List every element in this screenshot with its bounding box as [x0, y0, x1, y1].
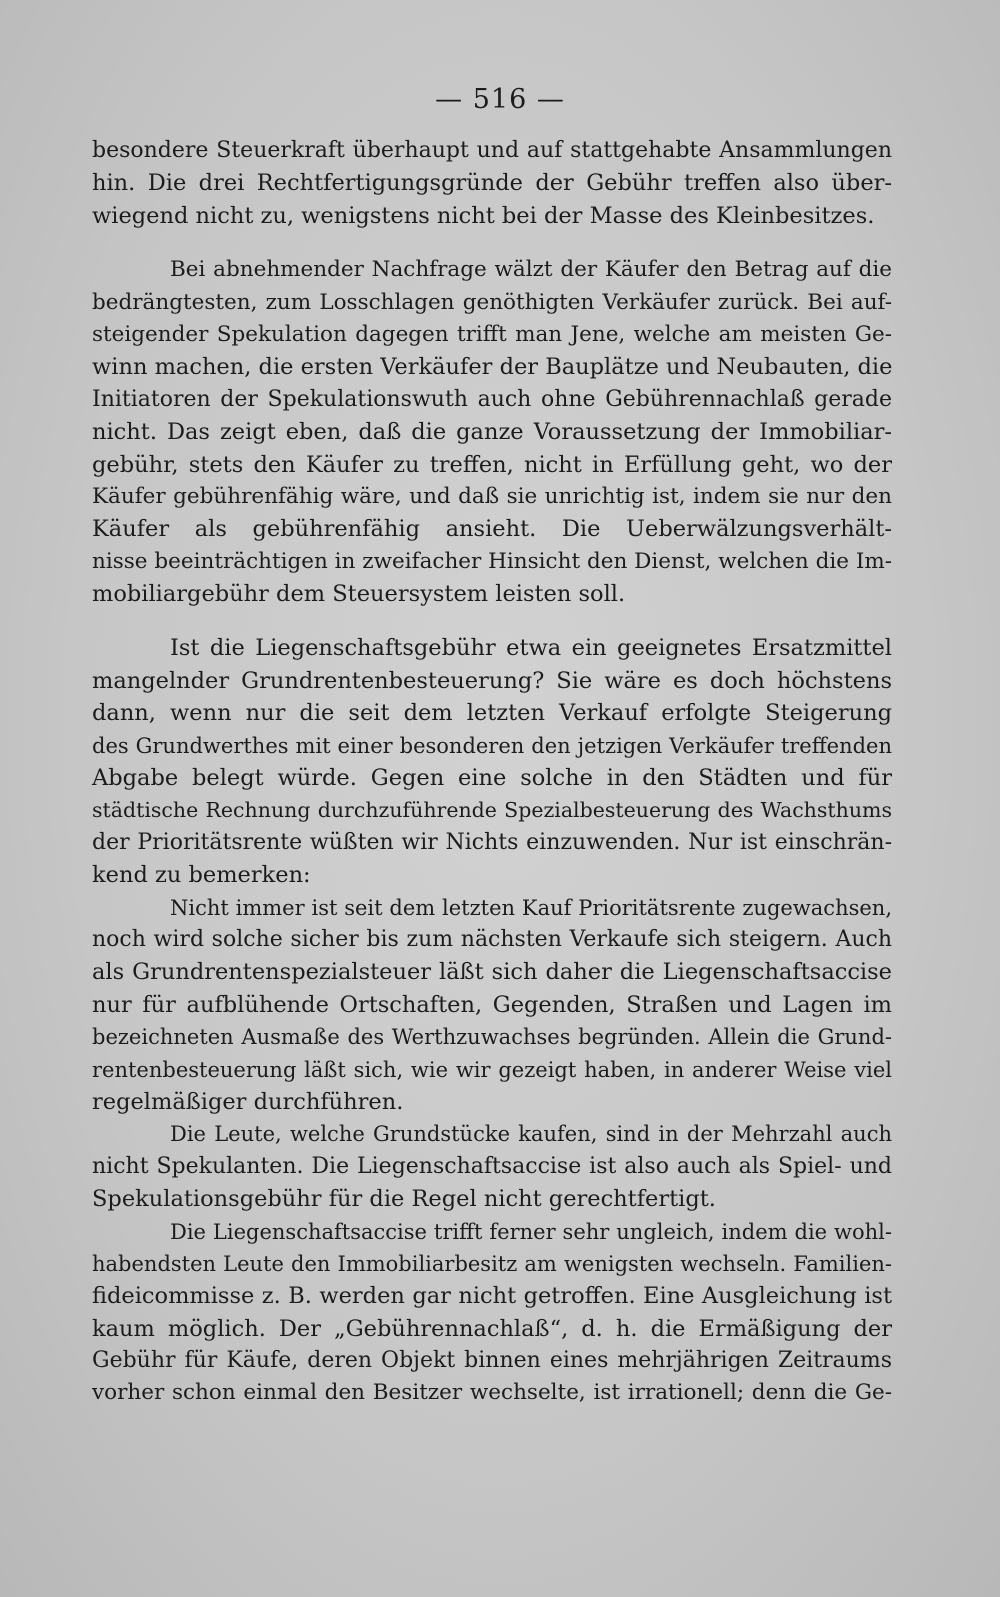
text-line: bezeichneten Ausmaße des Werthzuwachses begründen. Allein die Grund-	[92, 1025, 892, 1050]
text-line: nur für aufblühende Ortschaften, Gegenden, Straßen und Lagen im	[92, 991, 892, 1018]
text-line: regelmäßiger durchführen.	[92, 1088, 404, 1115]
text-line: besondere Steuerkraft überhaupt und auf stattgehabte Ansammlungen	[92, 138, 892, 163]
text-line: Abgabe belegt würde. Gegen eine solche in den Städten und für	[92, 765, 892, 792]
text-line: Bei abnehmender Nachfrage wälzt der Käufer den Betrag auf die	[170, 257, 892, 283]
text-line: dann, wenn nur die seit dem letzten Verkauf erfolgte Steigerung	[92, 700, 892, 727]
text-line: hin. Die drei Rechtfertigungsgründe der Gebühr treffen also über-	[92, 170, 892, 197]
text-line: mobiliargebühr dem Steuersystem leisten soll.	[92, 581, 626, 608]
text-line: des Grundwerthes mit einer besonderen den jetzigen Verkäufer treffenden	[92, 733, 892, 758]
text-line: Initiatoren der Spekulationswuth auch ohne Gebührennachlaß gerade	[92, 386, 892, 412]
text-line: Die Leute, welche Grundstücke kaufen, sind in der Mehrzahl auch	[170, 1122, 892, 1147]
text-line: als Grundrentenspezialsteuer läßt sich daher die Liegenschaftsaccise	[92, 959, 892, 986]
text-line: städtische Rechnung durchzuführende Spezialbesteuerung des Wachsthums	[92, 798, 892, 823]
text-line: Ist die Liegenschaftsgebühr etwa ein geeignetes Ersatzmittel	[170, 635, 892, 662]
text-line: Spekulationsgebühr für die Regel nicht gerechtfertigt.	[92, 1186, 716, 1213]
text-line: Käufer als gebührenfähig ansieht. Die Ueberwälzungsverhält-	[92, 516, 892, 543]
text-line: der Prioritätsrente wüßten wir Nichts einzuwenden. Nur ist einschrän-	[92, 829, 892, 855]
text-line: vorher schon einmal den Besitzer wechselte, ist irrationell; denn die Ge-	[92, 1380, 892, 1406]
text-line: bedrängtesten, zum Losschlagen genöthigten Verkäufer zurück. Bei auf-	[92, 289, 892, 315]
text-line: wiegend nicht zu, wenigstens nicht bei der Masse des Kleinbesitzes.	[92, 202, 875, 229]
text-line: Gebühr für Käufe, deren Objekt binnen eines mehrjährigen Zeitraums	[92, 1348, 892, 1374]
text-line: nicht. Das zeigt eben, daß die ganze Voraussetzung der Immobiliar-	[92, 419, 892, 446]
text-line: fideicommisse z. B. werden gar nicht getroffen. Eine Ausgleichung ist	[92, 1283, 892, 1310]
text-line: Käufer gebührenfähig wäre, und daß sie unrichtig ist, indem sie nur den	[92, 483, 892, 509]
text-line: kaum möglich. Der „Gebührennachlaß“, d. h. die Ermäßigung der	[92, 1315, 892, 1342]
text-line: steigender Spekulation dagegen trifft man Jene, welche am meisten Ge-	[92, 321, 892, 347]
text-line: nicht Spekulanten. Die Liegenschaftsaccise ist also auch als Spiel- und	[92, 1153, 892, 1179]
text-line: kend zu bemerken:	[92, 862, 311, 889]
text-line: noch wird solche sicher bis zum nächsten Verkaufe sich steigern. Auch	[92, 926, 892, 952]
text-line: nisse beeinträchtigen in zweifacher Hinsicht den Dienst, welchen die Im-	[92, 548, 892, 574]
text-line: rentenbesteuerung läßt sich, wie wir gezeigt haben, in anderer Weise viel	[92, 1057, 892, 1082]
text-line: gebühr, stets den Käufer zu treffen, nicht in Erfüllung geht, wo der	[92, 451, 892, 478]
text-line: Nicht immer ist seit dem letzten Kauf Prioritätsrente zugewachsen,	[170, 895, 892, 920]
body-text	[92, 135, 892, 1410]
text-line: winn machen, die ersten Verkäufer der Bauplätze und Neubauten, die	[92, 354, 893, 381]
text-line: mangelnder Grundrentenbesteuerung? Sie wäre es doch höchstens	[92, 667, 892, 694]
page-number: — 516 —	[435, 84, 565, 115]
text-line: Die Liegenschaftsaccise trifft ferner sehr ungleich, indem die wohl-	[170, 1219, 892, 1244]
text-line: habendsten Leute den Immobiliarbesitz am wenigsten wechseln. Familien-	[92, 1251, 892, 1276]
